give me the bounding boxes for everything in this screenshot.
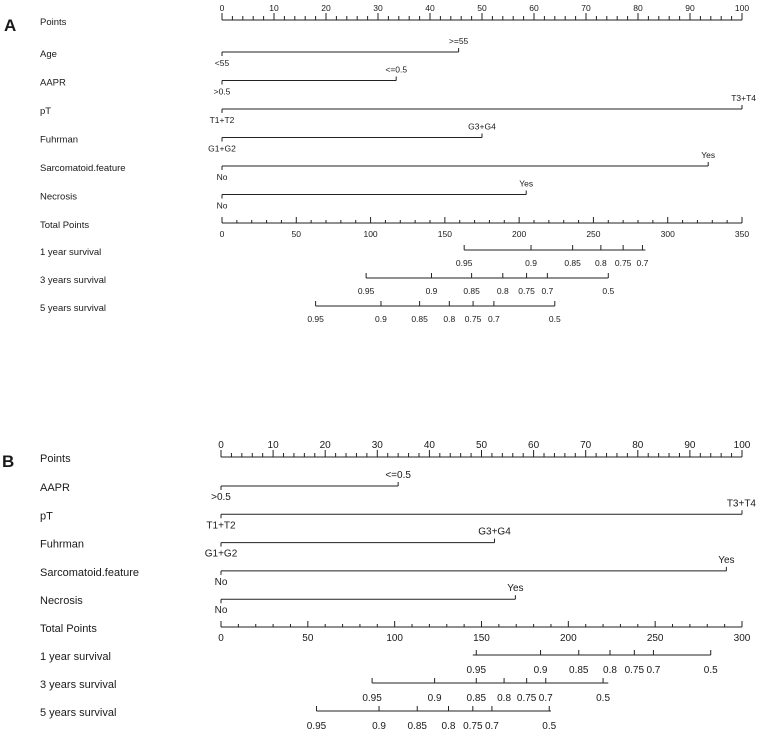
- survival-tick-label: 0.5: [596, 693, 611, 704]
- variable-level-label: No: [216, 200, 228, 211]
- survival-row-label-1-year-survival: 1 year survival: [40, 247, 102, 258]
- survival-tick-label: 0.7: [646, 665, 661, 676]
- variable-level-label: T3+T4: [731, 93, 756, 103]
- total-points-tick-label: 0: [219, 229, 225, 239]
- points-tick-label: 40: [423, 440, 435, 451]
- variable-label-pt: pT: [40, 106, 52, 117]
- variable-label-pt: pT: [40, 510, 53, 523]
- total-points-row-label: Total Points: [40, 220, 90, 231]
- variable-level-label: No: [214, 605, 228, 617]
- total-points-row-label: Total Points: [40, 623, 97, 635]
- points-tick-label: 30: [373, 3, 383, 13]
- survival-row-label-3-years-survival: 3 years survival: [40, 679, 117, 691]
- survival-tick-label: 0.8: [603, 665, 617, 676]
- variable-label-fuhrman: Fuhrman: [40, 538, 85, 551]
- survival-tick-label: 0.85: [411, 314, 428, 324]
- survival-tick-label: 0.75: [516, 693, 537, 704]
- survival-tick-label: 0.95: [466, 665, 487, 676]
- variable-level-label: >0.5: [211, 492, 231, 503]
- points-tick-label: 70: [581, 3, 591, 13]
- total-points-tick-label: 250: [586, 229, 601, 239]
- variable-label-necrosis: Necrosis: [40, 595, 83, 608]
- survival-row-label-5-years-survival: 5 years survival: [40, 707, 117, 719]
- total-points-tick-label: 150: [437, 229, 452, 239]
- variable-label-aapr: AAPR: [40, 482, 70, 494]
- survival-tick-label: 0.5: [548, 314, 561, 324]
- survival-tick-label: 0.9: [375, 314, 387, 324]
- variable-level-label: Yes: [507, 583, 524, 595]
- survival-row-label-5-years-survival: 5 years survival: [40, 303, 106, 314]
- survival-tick-label: 0.7: [484, 721, 499, 732]
- survival-tick-label: 0.9: [427, 693, 442, 704]
- survival-tick-label: 0.75: [518, 286, 535, 296]
- variable-level-label: No: [214, 576, 228, 588]
- variable-level-label: Yes: [519, 178, 534, 189]
- survival-tick-label: 0.85: [407, 721, 427, 732]
- variable-level-label: T1+T2: [206, 520, 236, 532]
- points-tick-label: 20: [321, 3, 331, 13]
- total-points-tick-label: 50: [302, 633, 314, 644]
- survival-tick-label: 0.8: [594, 258, 607, 268]
- points-tick-label: 60: [529, 3, 539, 13]
- variable-label-aapr: AAPR: [40, 77, 66, 89]
- total-points-tick-label: 0: [218, 633, 224, 644]
- variable-level-label: <=0.5: [385, 64, 408, 75]
- total-points-tick-label: 200: [559, 633, 577, 644]
- survival-tick-label: 0.85: [463, 286, 480, 296]
- variable-level-label: >=55: [448, 36, 469, 46]
- survival-tick-label: 0.75: [464, 314, 482, 324]
- survival-tick-label: 0.95: [307, 314, 324, 324]
- variable-level-label: No: [216, 172, 228, 182]
- survival-tick-label: 0.5: [703, 665, 718, 676]
- points-tick-label: 0: [218, 440, 224, 451]
- survival-tick-label: 0.75: [463, 721, 483, 732]
- survival-tick-label: 0.95: [362, 693, 382, 704]
- variable-level-label: G3+G4: [468, 121, 496, 132]
- variable-level-label: Yes: [718, 554, 735, 566]
- variable-label-sarcomatoid-feature: Sarcomatoid.feature: [40, 163, 126, 174]
- points-tick-label: 100: [733, 440, 751, 451]
- nomogram-panel-a: [40, 3, 756, 324]
- variable-level-label: Yes: [701, 150, 716, 160]
- total-points-tick-label: 100: [386, 633, 404, 644]
- points-tick-label: 100: [734, 3, 750, 13]
- variable-level-label: >0.5: [213, 86, 231, 97]
- variable-level-label: T3+T4: [726, 498, 756, 510]
- points-tick-label: 10: [269, 3, 279, 13]
- survival-tick-label: 0.7: [636, 258, 649, 268]
- points-tick-label: 90: [684, 440, 696, 451]
- total-points-tick-label: 50: [291, 229, 302, 239]
- survival-tick-label: 0.7: [487, 314, 500, 324]
- total-points-tick-label: 250: [646, 633, 664, 644]
- survival-tick-label: 0.95: [306, 721, 327, 732]
- survival-tick-label: 0.9: [372, 721, 386, 732]
- panel-letter-a: A: [4, 16, 17, 35]
- variable-label-sarcomatoid-feature: Sarcomatoid.feature: [40, 566, 140, 579]
- total-points-tick-label: 300: [733, 633, 751, 644]
- total-points-tick-label: 150: [473, 633, 490, 644]
- points-tick-label: 50: [477, 3, 487, 13]
- points-tick-label: 0: [219, 3, 225, 13]
- survival-tick-label: 0.8: [443, 314, 456, 324]
- variable-label-necrosis: Necrosis: [40, 191, 77, 203]
- nomogram-panel-b: [40, 440, 756, 732]
- survival-tick-label: 0.8: [441, 721, 456, 732]
- total-points-tick-label: 300: [660, 229, 675, 239]
- variable-level-label: G1+G2: [204, 548, 238, 560]
- survival-tick-label: 0.8: [496, 286, 509, 296]
- survival-tick-label: 0.85: [466, 693, 487, 704]
- points-tick-label: 40: [425, 3, 435, 13]
- variable-level-label: G1+G2: [208, 143, 236, 154]
- survival-tick-label: 0.9: [525, 258, 537, 268]
- points-tick-label: 60: [528, 440, 540, 451]
- points-tick-label: 80: [633, 3, 643, 13]
- variable-level-label: <=0.5: [385, 470, 411, 481]
- variable-level-label: <55: [214, 58, 230, 68]
- survival-tick-label: 0.5: [602, 286, 615, 296]
- points-tick-label: 30: [371, 440, 383, 451]
- survival-tick-label: 0.75: [624, 665, 645, 676]
- points-tick-label: 50: [475, 440, 488, 451]
- total-points-tick-label: 350: [734, 229, 750, 239]
- survival-tick-label: 0.95: [357, 286, 375, 296]
- survival-tick-label: 0.7: [541, 286, 554, 296]
- points-tick-label: 90: [685, 3, 695, 13]
- survival-tick-label: 0.95: [455, 258, 473, 268]
- variable-label-fuhrman: Fuhrman: [40, 134, 79, 146]
- variable-level-label: T1+T2: [209, 115, 235, 125]
- total-points-tick-label: 100: [363, 229, 378, 239]
- points-row-label: Points: [40, 17, 67, 28]
- total-points-tick-label: 200: [512, 229, 527, 239]
- survival-tick-label: 0.85: [569, 665, 589, 676]
- survival-row-label-3-years-survival: 3 years survival: [40, 275, 106, 286]
- survival-tick-label: 0.85: [564, 258, 581, 268]
- survival-row-label-1-year-survival: 1 year survival: [40, 651, 111, 663]
- points-row-label: Points: [40, 453, 71, 465]
- variable-label-age: Age: [40, 49, 57, 60]
- survival-tick-label: 0.75: [614, 258, 632, 268]
- survival-tick-label: 0.9: [425, 286, 438, 296]
- panel-letter-b: B: [2, 452, 15, 471]
- survival-tick-label: 0.5: [542, 721, 557, 732]
- survival-tick-label: 0.7: [538, 693, 553, 704]
- survival-tick-label: 0.8: [497, 693, 512, 704]
- points-tick-label: 20: [319, 440, 331, 451]
- survival-tick-label: 0.9: [533, 665, 548, 676]
- variable-level-label: G3+G4: [478, 526, 511, 538]
- points-tick-label: 80: [632, 440, 644, 451]
- points-tick-label: 10: [267, 440, 279, 451]
- points-tick-label: 70: [580, 440, 592, 451]
